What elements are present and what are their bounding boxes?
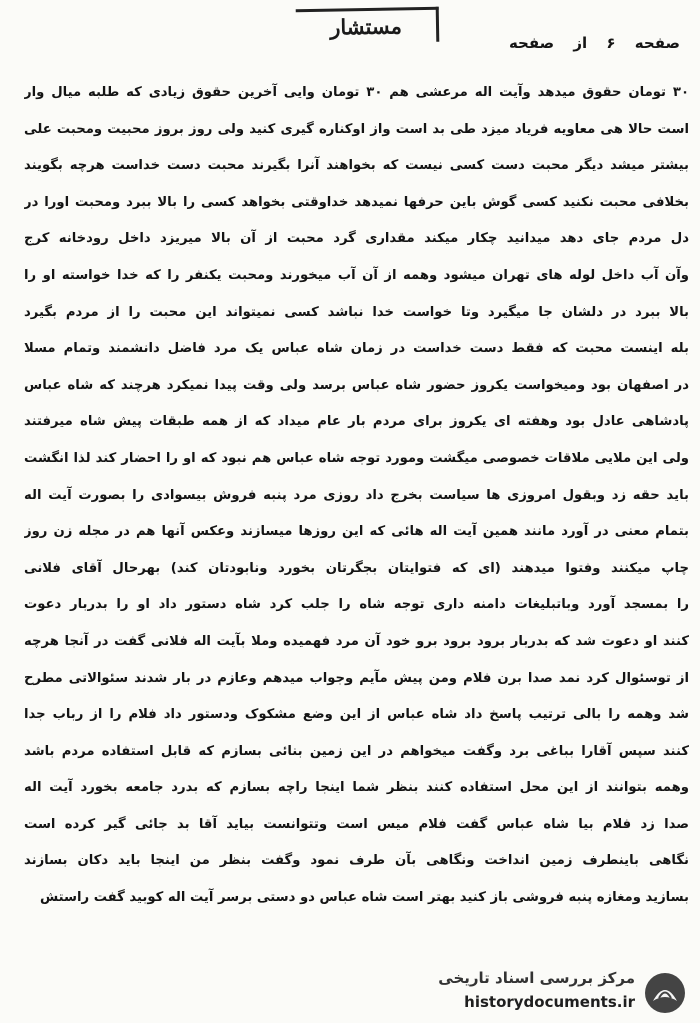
text-line: بخلافی محبت نکنید کسی گوش باین حرفها نمیدهد خداوقتی بخواهد کسی را بالا ببرد ومحبت اورا در bbox=[24, 194, 689, 210]
archive-title: مرکز بررسی اسناد تاریخی bbox=[438, 969, 635, 987]
watermark-logo bbox=[405, 965, 693, 1019]
text-line: وآن آب داخل لوله های تهران میشود وهمه از آن آب میخورند ومحبت یکنفر را که خدا خواسته او را bbox=[24, 267, 689, 283]
of-label: از bbox=[573, 34, 588, 52]
top-stamp: مستشار bbox=[296, 7, 440, 44]
text-line: از توسئوال کرد نمد صدا برن فلام ومن پیش مآیم وجواب میدهم وعازم در بار شدند سئوالاتی مطرح bbox=[24, 670, 689, 686]
archive-url[interactable]: historydocuments.ir bbox=[464, 993, 635, 1011]
text-line: ۳۰ تومان حقوق میدهد وآیت اله مرعشی هم ۳۰ تومان وایی آخرین حقوق زیادی که طلبه میال وار bbox=[24, 85, 689, 100]
archive-logo-icon bbox=[643, 971, 687, 1015]
text-line: در اصفهان بود ومیخواست یکروز حضور شاه عباس برسد ولی وقت پیدا نمیکرد هرچند که شاه عباس bbox=[24, 377, 689, 393]
text-line: شد وهمه را بالی ترتیب پاسخ داد شاه عباس از این وضع مشکوک ودستور داد فلام را از رباب جدا bbox=[24, 707, 689, 723]
text-line: نگاهی باینطرف زمین انداخت ونگاهی بآن طرف نمود وگفت بنظر من اینجا باید دکان بسازند bbox=[24, 853, 689, 869]
text-line: صدا زد فلام بیا شاه عباس گفت فلام میس است وتتوانست بیاید آقا بد جائی گیر کرده است bbox=[24, 816, 689, 832]
document-body bbox=[24, 75, 689, 917]
page-label: صفحه bbox=[634, 34, 680, 52]
page-header bbox=[420, 34, 680, 58]
text-line: کنند سپس آقارا بباغی برد وگفت میخواهم در این زمین بنائی بسازم که قابل استفاده مردم باشد bbox=[24, 743, 689, 759]
text-line: بله اینست محبت که فقط دست خداست در زمان شاه عباس یک مرد فاضل دانشمند وتمام مسلا bbox=[24, 341, 689, 357]
text-line: بسازید ومغازه پنبه فروشی باز کنید بهتر است شاه عباس دو دستی برسر آیت اله کوبید گفت راستش bbox=[40, 890, 689, 906]
page-number: ۶ bbox=[606, 34, 616, 52]
text-line: را بمسجد آورد وباتبلیغات دامنه داری توجه شاه را جلب کرد شاه دستور داد او را بدربار دعوت bbox=[24, 597, 689, 613]
text-line: بتمام معنی در آورد مانند همین آیت اله هائی که این روزها میسازند وعکس آنها هم در مجله زن روز bbox=[24, 524, 689, 540]
text-line: ولی این ملایی ملاقات خصوصی میگشت ومورد توجه شاه عباس هم نبود که او را احضار کند لذا انگشت bbox=[24, 450, 689, 466]
text-line: باید حقه زد وبقول امروزی ها سیاست بخرج داد روزی مرد پنبه فروش بیسوادی را بصورت آیت اله bbox=[24, 487, 689, 503]
text-line: وهمه بتوانند از این محل استفاده کنند بنظر شما اینجا راچه بسازم که بدرد جامعه بخورد آیت اله bbox=[24, 780, 689, 796]
text-line: دل مردم جای دهد میدانید چکار میکند مقداری گرد محبت از آن بالا میریزد داخل رودخانه کرج bbox=[24, 231, 689, 247]
total-label: صفحه bbox=[508, 34, 555, 52]
text-line: بالا ببرد در دلشان جا میگیرد وتا خواست خدا نباشد کسی نمیتواند این محبت را از مردم بگیرد bbox=[24, 304, 689, 320]
text-line: است حالا هی معاویه فریاد میزد طی بد است واز اوکناره گیری کنید ولی روز بروز محبیت ومحبت علی bbox=[24, 121, 689, 137]
text-line: کنند او دعوت شد که بدربار برود برود برو خود آن مرد فهمیده وملا بآیت اله فلانی گفت در آنجا هرچه bbox=[24, 633, 689, 649]
text-line: چاپ میکنند وفتوا میدهند (ای که فتوایتان بجگرتان بخورد ونابودتان کند) بهرحال آقای فلانی bbox=[24, 560, 689, 576]
text-line: بیشتر میشد دیگر محبت دست کسی نیست که بخواهند آنرا بگیرند محبت دست خداست هرچه بگویند bbox=[24, 158, 689, 174]
text-line: پادشاهی عادل بود وهفته ای یکروز برای مردم بار عام میداد که از همه طبقات پیش شاه میرفتند bbox=[24, 414, 689, 430]
